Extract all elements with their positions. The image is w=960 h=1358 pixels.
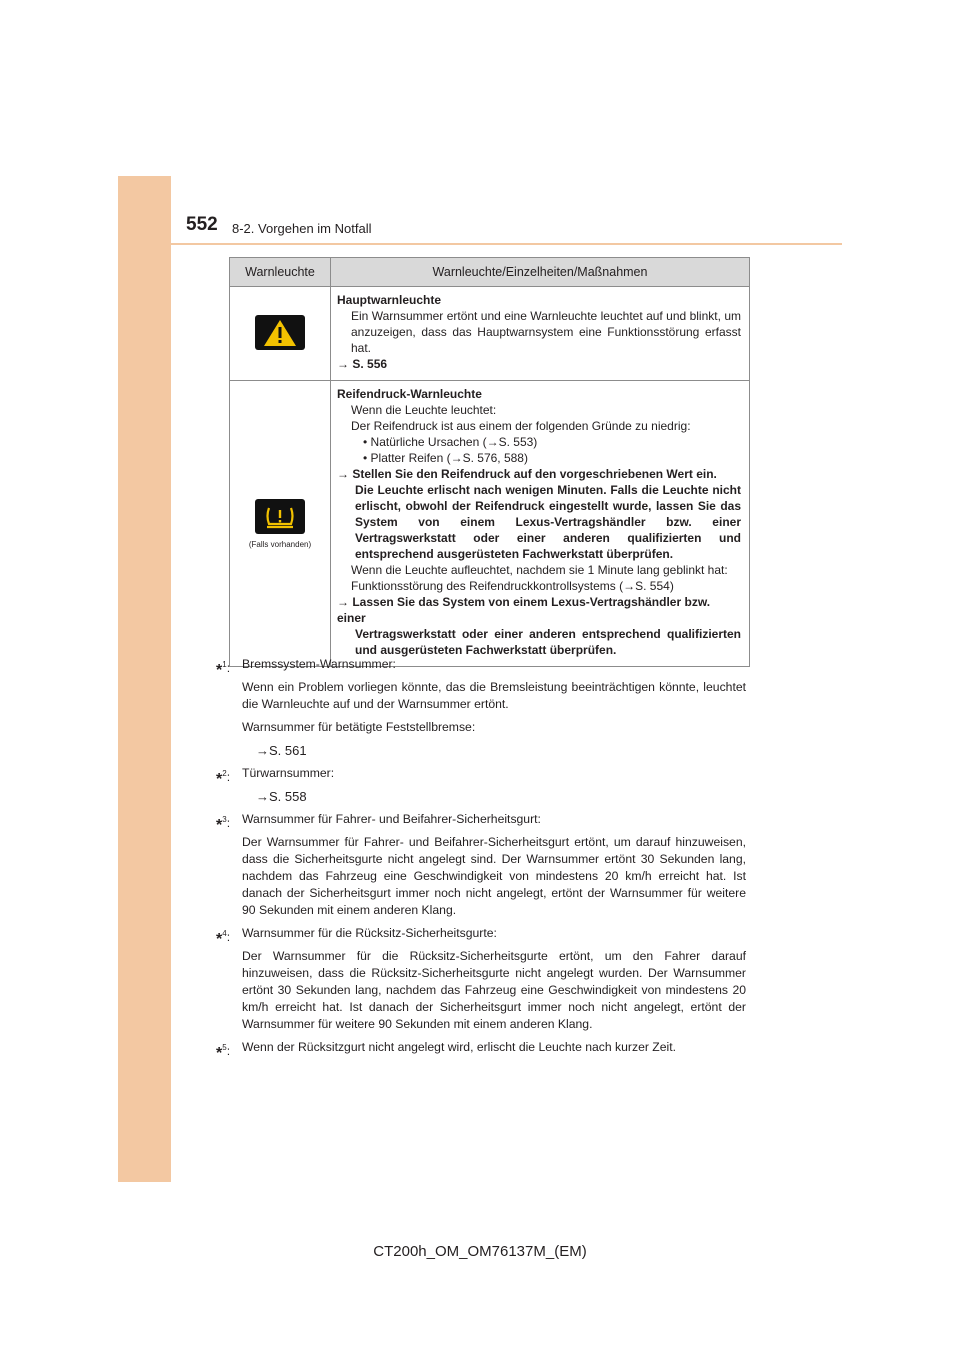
footnote-marker: *$^2$: <box>216 769 231 789</box>
list-item: • Natürliche Ursachen (→S. 553) <box>363 435 538 449</box>
table-row <box>230 287 750 381</box>
table-row <box>230 381 750 667</box>
col-header-details: Warnleuchte/Einzelheiten/Maßnahmen <box>331 258 750 287</box>
footnote-marker: *$^5$: <box>216 1043 231 1063</box>
arrow-right-icon: → <box>337 467 349 481</box>
row-description: Ein Warnsummer ertönt und eine Warnleuchte leuchtet auf und blinkt, um anzuzeigen, dass das Hauptwarnsystem eine Funktionsstörung erfasst hat. <box>351 309 741 355</box>
footnote-title: Wenn der Rücksitzgurt nicht angelegt wird, erlischt die Leuchte nach kurzer Zeit. <box>242 1040 676 1054</box>
row-title: Reifendruck-Warnleuchte <box>337 387 482 401</box>
arrow-right-icon: → <box>256 743 269 758</box>
section-title: 8-2. Vorgehen im Notfall <box>232 221 372 236</box>
header-divider <box>171 243 842 245</box>
footnote <box>216 656 746 759</box>
action-heading: → Stellen Sie den Reifendruck auf den vorgeschriebenen Wert ein. <box>337 467 717 481</box>
action-text: Vertragswerkstatt oder einer anderen entsprechend qualifizierten und ausgerüsteten Fachwerkstatt überprüfen. <box>355 627 741 657</box>
footnotes <box>216 656 746 1062</box>
icon-cell <box>230 381 331 667</box>
cause-text: Der Reifendruck ist aus einem der folgenden Gründe zu niedrig: <box>351 419 691 433</box>
icon-cell <box>230 287 331 381</box>
list-item: • Platter Reifen (→S. 576, 588) <box>363 451 528 465</box>
footnote-marker: *$^3$: <box>216 815 231 835</box>
footnote-body: Der Warnsummer für Fahrer- und Beifahrer-Sicherheitsgurt ertönt, um darauf hinzuweisen, dass die Sicherheitsgurte nicht angelegt sind. Der Warnsummer ertönt 30 Sekunden lang, nachdem das Fahrzeug eine Geschwindigkeit von mindestens 20 km/h erreicht hat. Ist danach der Sicherheitsgurt immer noch nicht angelegt, ertönt der Warnsummer für weitere 90 Sekunden mit einem anderen Klang. <box>242 835 746 917</box>
arrow-right-icon: → <box>486 435 499 449</box>
footnote <box>216 1039 746 1063</box>
footnote <box>216 811 746 919</box>
action-heading: → Lassen Sie das System von einem Lexus-Vertragshändler bzw. einer <box>337 595 711 625</box>
detail-cell <box>331 287 750 381</box>
footnote-body: Der Warnsummer für die Rücksitz-Sicherheitsgurte ertönt, um den Fahrer darauf hinzuweisen, dass die Rücksitz-Sicherheitsgurte nicht angelegt wurden. Der Warnsummer ertönt 30 Sekunden lang, nachdem das Fahrzeug eine Geschwindigkeit von mindestens 20 km/h erreicht hat. Ist danach der Sicherheitsgurt immer noch nicht angelegt, ertönt der Warnsummer für weitere 90 Sekunden mit einem anderen Klang. <box>242 949 746 1031</box>
master-warning-triangle-icon <box>255 315 305 350</box>
warning-light-table <box>229 257 750 667</box>
detail-cell <box>331 381 750 667</box>
footnote-reference: →S. 561 <box>256 743 307 758</box>
arrow-right-icon: → <box>337 595 349 609</box>
table-header-row <box>230 258 750 287</box>
footnote-marker: *$^1$: <box>216 660 231 680</box>
icon-caption: (Falls vorhanden) <box>248 539 312 549</box>
footnote-marker: *$^4$: <box>216 929 231 949</box>
tire-pressure-icon <box>255 499 305 534</box>
arrow-right-icon: → <box>450 451 463 465</box>
footnote-subtitle: Warnsummer für betätigte Feststellbremse: <box>242 720 476 734</box>
footnote-title: Bremssystem-Warnsummer: <box>242 657 396 671</box>
arrow-right-icon: → <box>256 789 269 804</box>
page-number: 552 <box>186 214 218 235</box>
document-code: CT200h_OM_OM76137M_(EM) <box>373 1243 587 1260</box>
malfunction-text: Funktionsstörung des Reifendruckkontrollsystems (→S. 554) <box>351 579 674 593</box>
row-title: Hauptwarnleuchte <box>337 293 442 307</box>
footnote-title: Türwarnsummer: <box>242 766 335 780</box>
col-header-light: Warnleuchte <box>230 258 331 287</box>
footnote-title: Warnsummer für die Rücksitz-Sicherheitsgurte: <box>242 926 497 940</box>
footnote-title: Warnsummer für Fahrer- und Beifahrer-Sicherheitsgurt: <box>242 812 541 826</box>
arrow-right-icon: → <box>623 579 636 593</box>
reference-text: S. 556 <box>352 357 388 371</box>
chapter-sidebar-tab <box>118 176 171 1182</box>
footnote <box>216 765 746 805</box>
condition-text: Wenn die Leuchte leuchtet: <box>351 403 497 417</box>
action-text: Die Leuchte erlischt nach wenigen Minuten. Falls die Leuchte nicht erlischt, obwohl der Reifendruck eingestellt wurde, lassen Sie das System von einem Lexus-Vertragshändler bzw. einer Vertragswerkstatt oder einer anderen qualifizierten und entsprechend ausgerüsteten Fachwerkstatt überprüfen. <box>355 483 741 561</box>
page-reference <box>337 356 741 372</box>
footnote <box>216 925 746 1033</box>
arrow-right-icon: → <box>337 357 349 371</box>
footnote-reference: →S. 558 <box>256 789 307 804</box>
footnote-body: Wenn ein Problem vorliegen könnte, das die Bremsleistung beeinträchtigen könnte, leuchtet die Warnleuchte auf und der Warnsummer ertönt. <box>242 680 746 711</box>
condition-text: Wenn die Leuchte aufleuchtet, nachdem sie 1 Minute lang geblinkt hat: <box>351 563 728 577</box>
